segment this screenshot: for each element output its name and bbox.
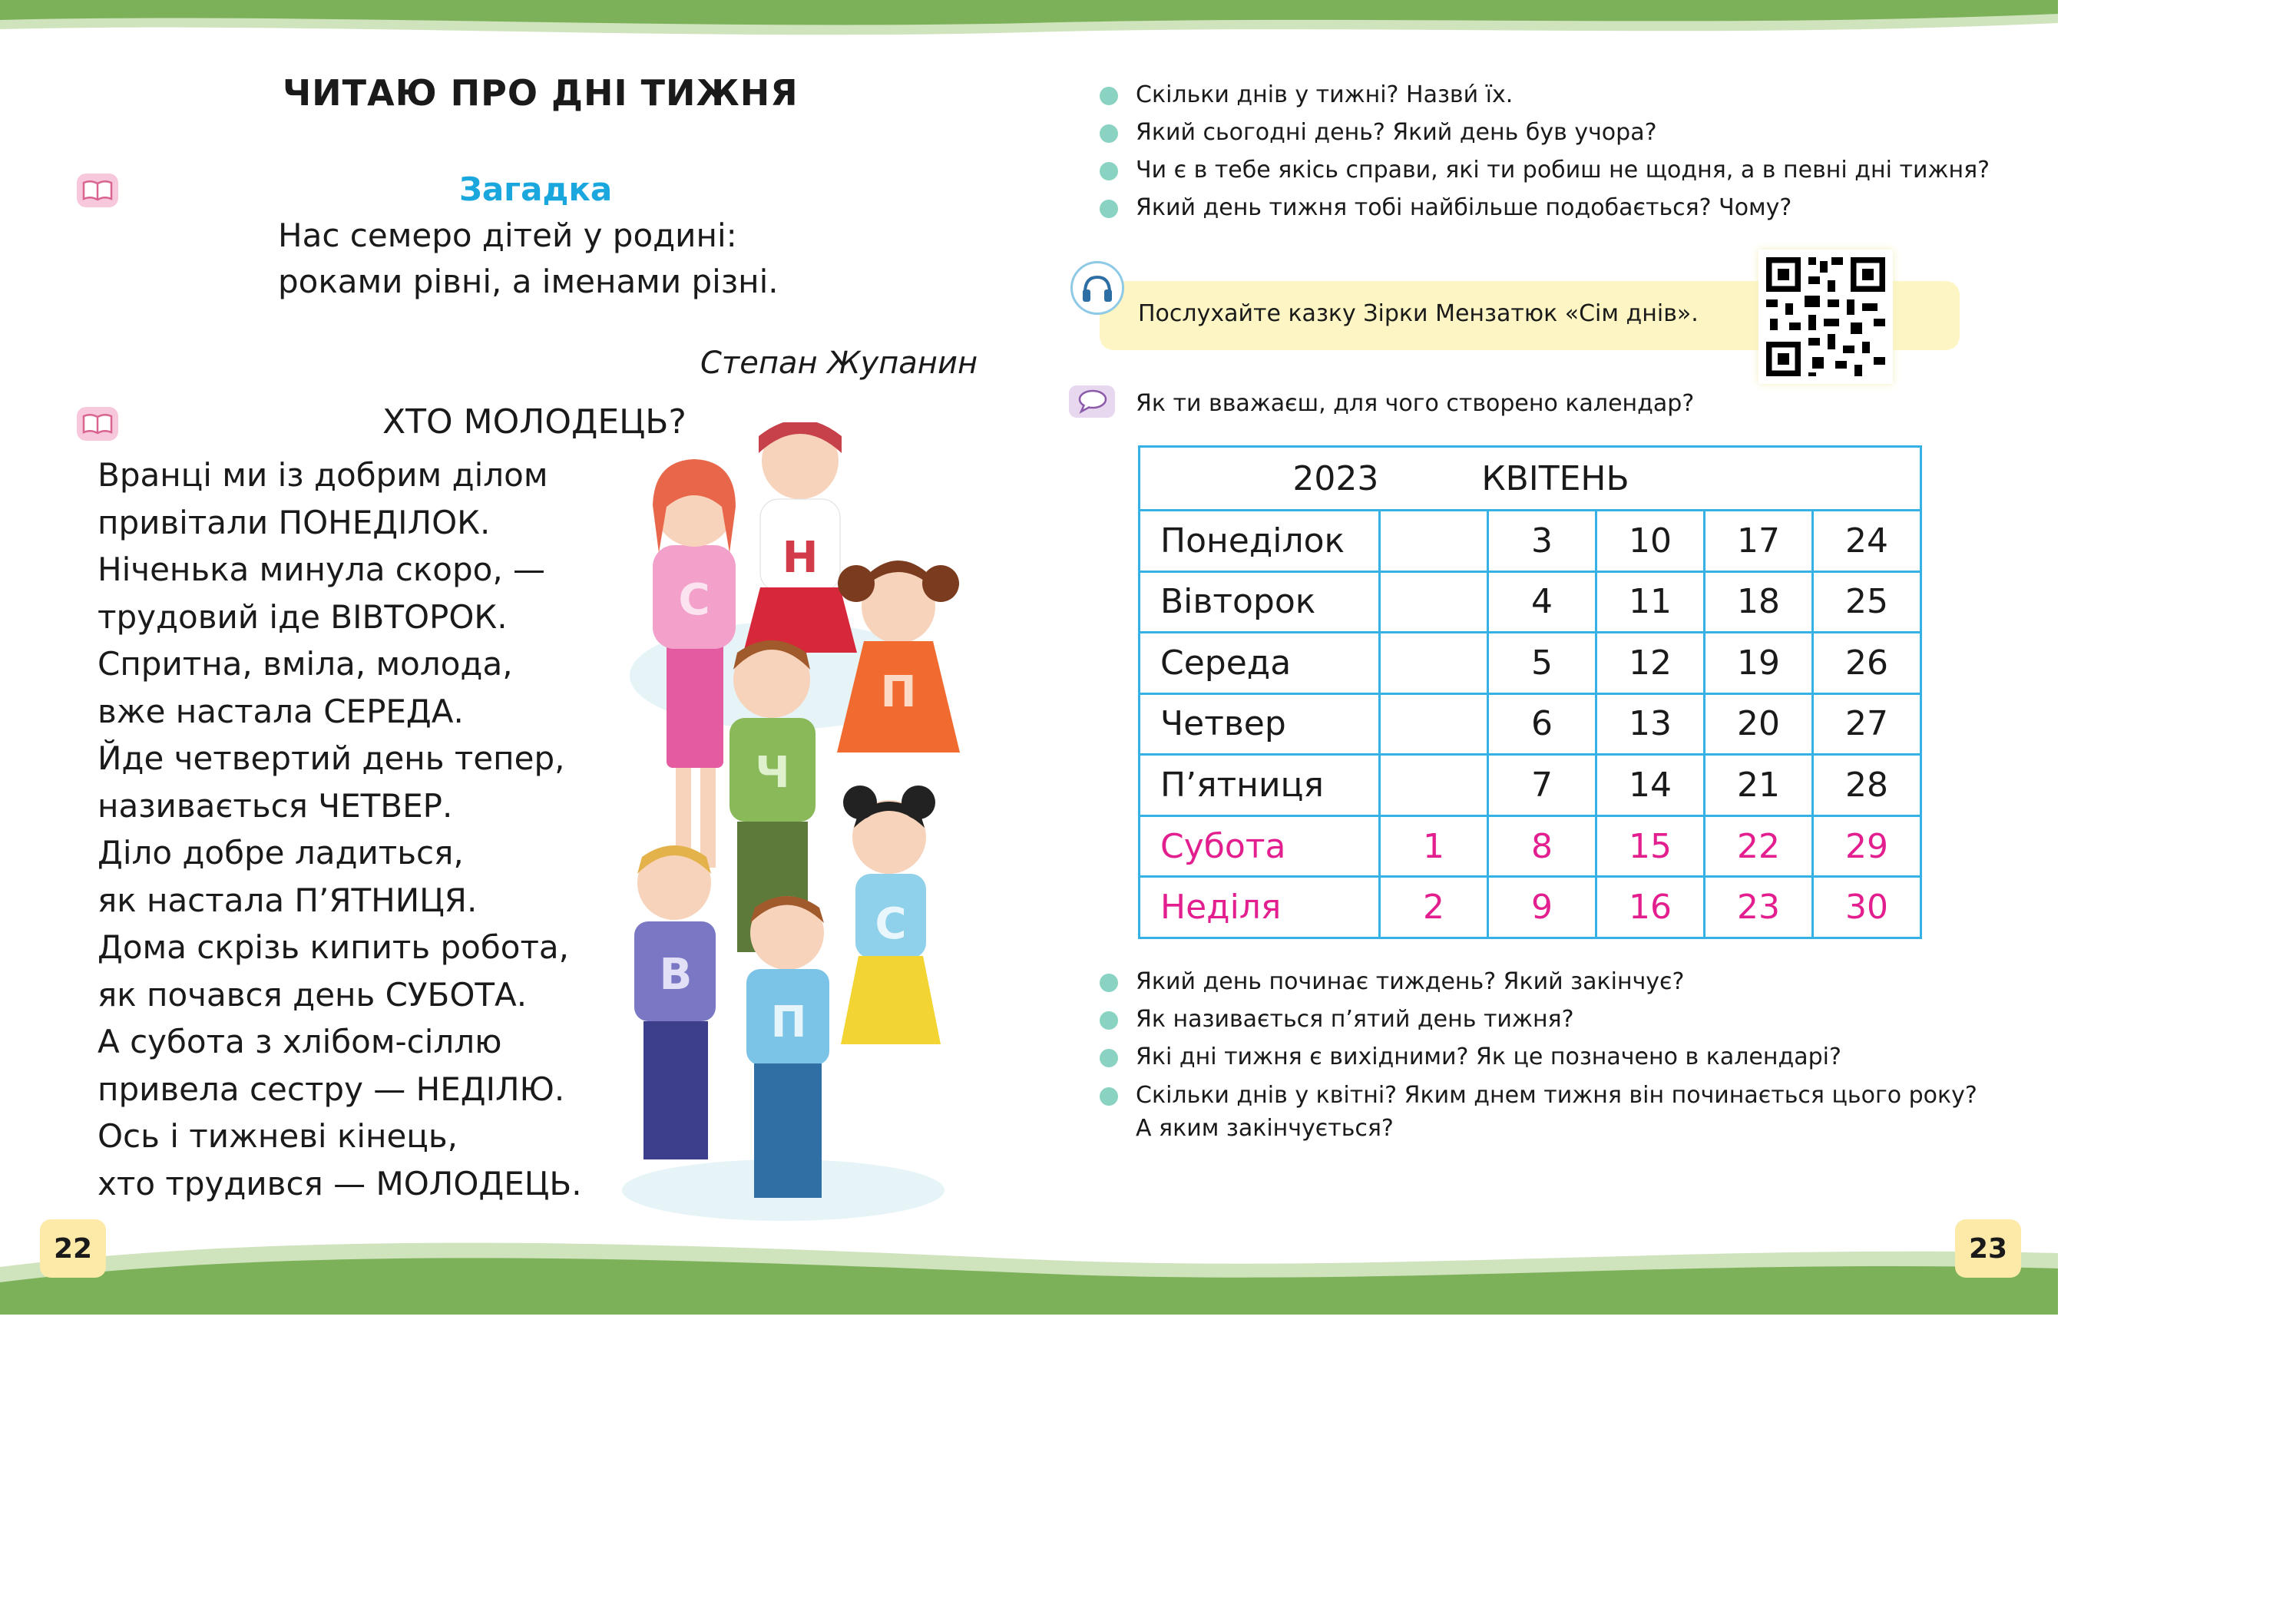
poem-line: А субота з хлібом-сіллю — [98, 1023, 502, 1060]
poem-line: трудовий іде ВІВТОРОК. — [98, 598, 508, 636]
bullet-icon — [1100, 124, 1118, 143]
question: Скільки днів у квітні? Яким днем тижня він починається цього року? — [1136, 1082, 1977, 1109]
calendar-row — [1140, 633, 1921, 694]
bottom-green-band — [0, 1213, 2058, 1315]
calendar-date: 11 — [1596, 571, 1705, 633]
child-figure — [746, 896, 829, 1198]
shirt-letter: С — [678, 575, 710, 625]
calendar-date: 5 — [1488, 633, 1596, 694]
shirt-letter: Ч — [755, 748, 790, 798]
poem-line: Вранці ми із добрим ділом — [98, 456, 548, 494]
calendar-date: 18 — [1705, 571, 1813, 633]
calendar-day-name: П’ятниця — [1140, 755, 1380, 816]
calendar-date: 14 — [1596, 755, 1705, 816]
bullet-icon — [1100, 162, 1118, 180]
child-figure — [743, 422, 857, 653]
calendar-date: 28 — [1813, 755, 1921, 816]
calendar-date: 2 — [1380, 877, 1488, 938]
calendar-date: 1 — [1380, 815, 1488, 877]
calendar-date: 20 — [1705, 693, 1813, 755]
children-illustration — [599, 422, 968, 1221]
calendar-date: 9 — [1488, 877, 1596, 938]
page-title: ЧИТАЮ ПРО ДНІ ТИЖНЯ — [283, 72, 799, 114]
top-green-band — [0, 0, 2058, 46]
calendar-date: 24 — [1813, 511, 1921, 572]
page-number-right: 23 — [1955, 1219, 2021, 1278]
calendar-date: 15 — [1596, 815, 1705, 877]
discussion-question: Як ти вважаєш, для чого створено календар? — [1136, 390, 1695, 417]
poem-line: вже настала СЕРЕДА. — [98, 693, 464, 730]
calendar-date: 22 — [1705, 815, 1813, 877]
bullet-icon — [1100, 1087, 1118, 1106]
bullet-icon — [1100, 974, 1118, 992]
calendar-date — [1380, 511, 1488, 572]
calendar-date: 6 — [1488, 693, 1596, 755]
calendar-date: 12 — [1596, 633, 1705, 694]
qr-code-icon[interactable] — [1758, 250, 1893, 384]
shirt-letter: Н — [782, 533, 819, 583]
riddle-heading: Загадка — [459, 170, 613, 208]
calendar-day-name: Середа — [1140, 633, 1380, 694]
riddle-author: Степан Жупанин — [700, 346, 978, 381]
poem-line: хто трудився — МОЛОДЕЦЬ. — [98, 1165, 582, 1202]
headphones-icon — [1070, 261, 1124, 315]
question: Чи є в тебе якісь справи, які ти робиш не щодня, а в певні дні тижня? — [1136, 157, 1990, 184]
shirt-letter: П — [770, 997, 807, 1047]
listen-text: Послухайте казку Зірки Мензатюк «Сім днів». — [1138, 300, 1699, 327]
calendar-row-weekend — [1140, 877, 1921, 938]
calendar-date: 23 — [1705, 877, 1813, 938]
calendar-row — [1140, 511, 1921, 572]
book-icon — [77, 407, 118, 441]
poem-title: ХТО МОЛОДЕЦЬ? — [382, 402, 686, 442]
question-continuation: А яким закінчується? — [1136, 1115, 1394, 1142]
question: Який день починає тиждень? Який закінчує? — [1136, 968, 1685, 995]
question: Які дні тижня є вихідними? Як це позначено в календарі? — [1136, 1044, 1841, 1070]
poem-line: як почався день СУБОТА. — [98, 976, 528, 1014]
calendar-date: 21 — [1705, 755, 1813, 816]
riddle-line-2: роками рівні, а іменами різні. — [278, 263, 779, 300]
calendar-date: 16 — [1596, 877, 1705, 938]
bullet-icon — [1100, 1049, 1118, 1067]
calendar-date: 26 — [1813, 633, 1921, 694]
calendar-date: 3 — [1488, 511, 1596, 572]
poem-line: як настала П’ЯТНИЦЯ. — [98, 881, 478, 919]
bullet-icon — [1100, 87, 1118, 105]
calendar-row — [1140, 571, 1921, 633]
calendar-day-name: Четвер — [1140, 693, 1380, 755]
riddle-line-1: Нас семеро дітей у родині: — [278, 217, 737, 254]
calendar-day-name: Субота — [1140, 815, 1380, 877]
calendar-date: 10 — [1596, 511, 1705, 572]
shirt-letter: В — [659, 950, 693, 1000]
child-figure — [841, 786, 941, 1044]
calendar-date: 30 — [1813, 877, 1921, 938]
calendar-row — [1140, 693, 1921, 755]
calendar-date: 17 — [1705, 511, 1813, 572]
speech-bubble-icon — [1069, 385, 1115, 418]
calendar-row — [1140, 755, 1921, 816]
calendar-date: 7 — [1488, 755, 1596, 816]
child-figure — [634, 845, 716, 1159]
calendar-date: 27 — [1813, 693, 1921, 755]
poem-line: Йде четвертий день тепер, — [98, 739, 565, 777]
calendar-month: КВІТЕНЬ — [1481, 458, 1629, 498]
poem-line: Діло добре ладиться, — [98, 834, 464, 872]
calendar-day-name: Вівторок — [1140, 571, 1380, 633]
calendar-row-weekend — [1140, 815, 1921, 877]
calendar-header-row — [1140, 447, 1921, 511]
shirt-letter: С — [875, 899, 907, 949]
poem-line: Спритна, вміла, молода, — [98, 645, 513, 683]
bullet-icon — [1100, 1011, 1118, 1030]
calendar-date — [1380, 633, 1488, 694]
calendar-date — [1380, 571, 1488, 633]
calendar-day-name: Понеділок — [1140, 511, 1380, 572]
calendar-date: 19 — [1705, 633, 1813, 694]
question: Який сьогодні день? Який день був учора? — [1136, 119, 1657, 146]
poem-line: Ніченька минула скоро, — — [98, 551, 546, 588]
poem-line: привітали ПОНЕДІЛОК. — [98, 504, 491, 541]
question: Скільки днів у тижні? Назви́ їх. — [1136, 81, 1514, 108]
poem-line: називається ЧЕТВЕР. — [98, 787, 453, 825]
calendar-date: 13 — [1596, 693, 1705, 755]
poem-line: Дома скрізь кипить робота, — [98, 928, 570, 966]
calendar-date: 29 — [1813, 815, 1921, 877]
question: Як називається п’ятий день тижня? — [1136, 1006, 1574, 1033]
poem-line: привела сестру — НЕДІЛЮ. — [98, 1070, 565, 1108]
calendar-date: 8 — [1488, 815, 1596, 877]
shirt-letter: П — [880, 667, 917, 717]
calendar-date: 25 — [1813, 571, 1921, 633]
calendar-header — [1140, 447, 1921, 511]
calendar-day-name: Неділя — [1140, 877, 1380, 938]
calendar-date — [1380, 755, 1488, 816]
calendar-date: 4 — [1488, 571, 1596, 633]
calendar-year: 2023 — [1292, 458, 1379, 498]
question: Який день тижня тобі найбільше подобається? Чому? — [1136, 194, 1792, 221]
calendar-table — [1138, 445, 1922, 939]
poem-line: Ось і тижневі кінець, — [98, 1117, 458, 1155]
book-icon — [77, 174, 118, 207]
bullet-icon — [1100, 200, 1118, 218]
page-number-left: 22 — [40, 1219, 106, 1278]
calendar-date — [1380, 693, 1488, 755]
